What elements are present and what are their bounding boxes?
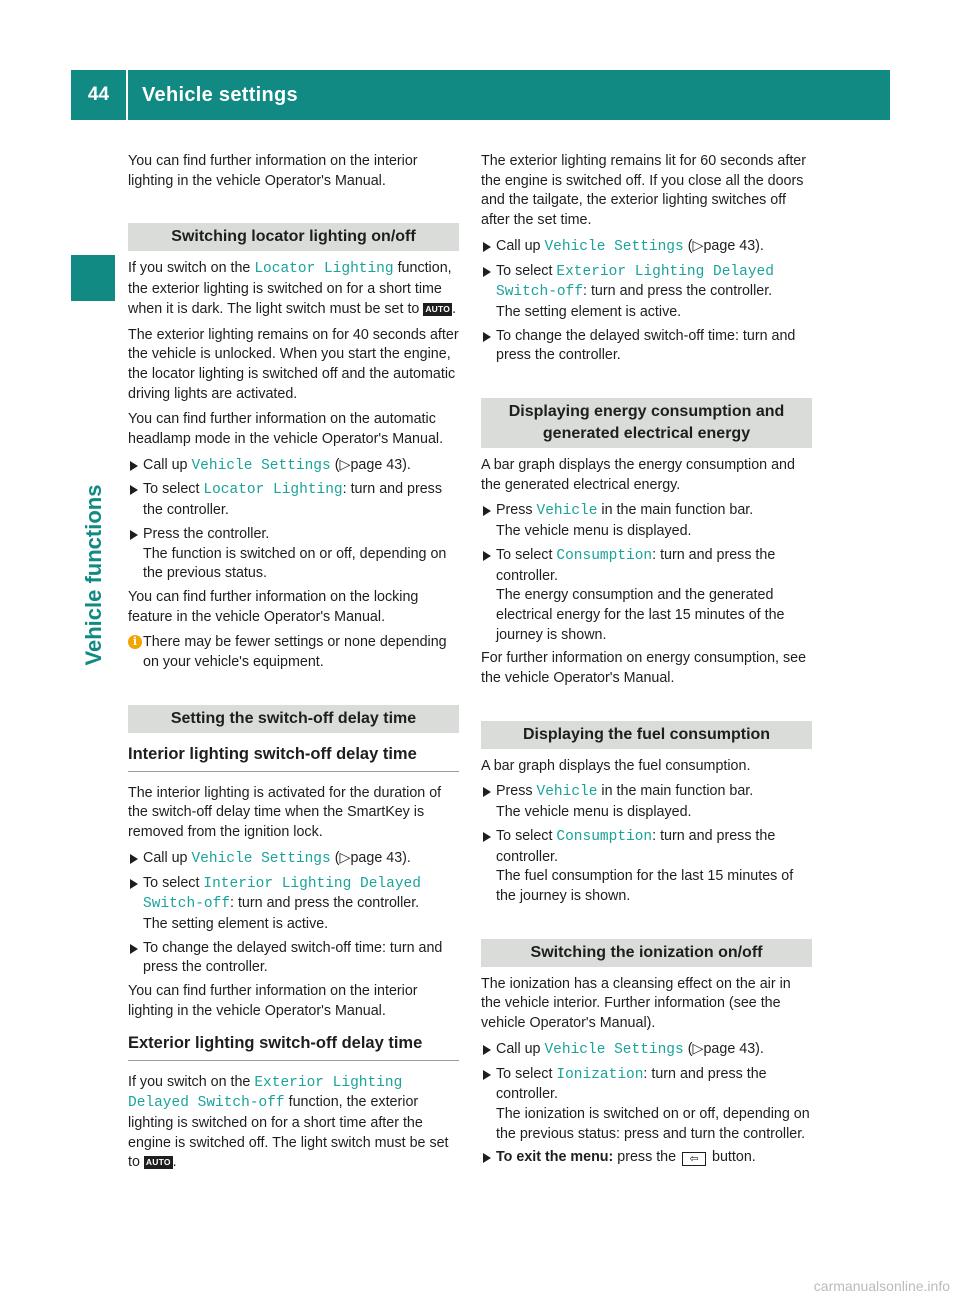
menu-item-consumption: Consumption [556, 828, 653, 845]
menu-item-delayed-switch-off: Delayed Switch-off [128, 1095, 285, 1112]
section-heading-fuel: Displaying the fuel consumption [481, 721, 812, 749]
menu-item-switch-off: Switch-off [143, 896, 231, 913]
menu-item-exterior-delayed: Exterior Lighting Delayed [556, 263, 774, 280]
menu-item-vehicle-settings: Vehicle Settings [191, 457, 331, 474]
menu-item-locator-lighting: Locator Lighting [203, 482, 343, 499]
menu-item-vehicle-settings: Vehicle Settings [191, 850, 331, 867]
subheading-interior: Interior lighting switch-off delay time [128, 743, 459, 772]
paragraph: You can find further information on the interior lighting in the vehicle Operator's Manual. [128, 983, 418, 1019]
menu-item-consumption: Consumption [556, 547, 653, 564]
auto-key-icon: AUTO [145, 1157, 171, 1168]
menu-item-ionization: Ionization [556, 1066, 644, 1083]
menu-item-interior-delayed: Interior Lighting Delayed [203, 875, 421, 892]
page-ref-icon: (▷ [334, 456, 351, 473]
page-ref-icon: (▷ [687, 1040, 704, 1057]
paragraph: For further information on energy consumption, see the vehicle Operator's Manual. [481, 650, 807, 687]
info-note: i There may be fewer settings or none depending on your vehicle's equipment. [128, 633, 459, 672]
menu-item-vehicle: Vehicle [536, 784, 598, 801]
step-item: To change the delayed switch-off time: turn and press the controller. [481, 327, 812, 366]
section-heading-locator: Switching locator lighting on/off [128, 223, 459, 251]
step-item: Press Vehicle in the main function bar. The vehicle menu is displayed. [481, 501, 812, 541]
step-item: To select Ionization: turn and press the controller. The ionization is switched on or off, depending on the previous status: press and turn the controller. [481, 1065, 812, 1145]
left-column [128, 152, 459, 1179]
step-item: To select Interior Lighting Delayed Switch-off: turn and press the controller. The setting element is active. [128, 874, 459, 935]
menu-item-vehicle-settings: Vehicle Settings [544, 1041, 684, 1058]
auto-key-icon: AUTO [425, 303, 451, 314]
page-number: 44 [87, 84, 110, 105]
page-ref-icon: (▷ [687, 237, 704, 254]
step-item: Press the controller. The function is switched on or off, depending on the previous status. [128, 525, 459, 584]
watermark: carmanualsonline.info [813, 1278, 950, 1294]
page-title: Vehicle settings [142, 83, 298, 106]
paragraph: The exterior lighting remains on for 40 seconds after the vehicle is unlocked. When you start the engine, the locator lighting is switched off and the automatic driving lights are activated. [128, 326, 459, 402]
step-item: Call up Vehicle Settings (▷page 43). [481, 237, 812, 258]
step-item: To change the delayed switch-off time: turn and press the controller. [128, 939, 459, 978]
step-item: To select Consumption: turn and press the controller. The fuel consumption for the last 15 minutes of the journey is shown. [481, 827, 812, 907]
subheading-exterior: Exterior lighting switch-off delay time [128, 1032, 459, 1061]
menu-item-locator-lighting: Locator Lighting [254, 261, 394, 278]
chapter-label: Vehicle functions [81, 484, 106, 666]
paragraph: If you switch on the Locator Lighting function, the exterior lighting is switched on for a short time when it is dark. The light switch must be set to AUTO . [128, 260, 457, 317]
back-button-icon: ⇦ [682, 1152, 706, 1166]
section-heading-delay: Setting the switch-off delay time [128, 705, 459, 733]
paragraph: The exterior lighting remains lit for 60 seconds after the engine is switched off. If you close all the doors and the tailgate, the exterior lighting switches off after the set time. [481, 153, 807, 229]
paragraph: You can find further information on the automatic headlamp mode in the vehicle Operator's Manual. [128, 411, 444, 448]
paragraph: The ionization has a cleansing effect on the air in the vehicle interior. Further information (see the vehicle Operator's Manual). [481, 975, 791, 1032]
paragraph: A bar graph displays the energy consumption and the generated electrical energy. [481, 457, 795, 493]
paragraph: A bar graph displays the fuel consumption. [481, 757, 751, 774]
paragraph: You can find further information on the locking feature in the vehicle Operator's Manual. [128, 588, 419, 625]
right-column [481, 152, 812, 1172]
step-item: To exit the menu: press the ⇦ button. [481, 1148, 812, 1168]
step-item: Call up Vehicle Settings (▷page 43). [128, 456, 459, 477]
step-item: To select Exterior Lighting Delayed Switch-off: turn and press the controller. The setting element is active. [481, 262, 812, 323]
step-item: To select Consumption: turn and press the controller. The energy consumption and the generated electrical energy for the last 15 minutes of the journey is shown. [481, 546, 812, 646]
header-divider [126, 70, 128, 120]
paragraph: The interior lighting is activated for the duration of the switch-off delay time when the SmartKey is removed from the ignition lock. [128, 784, 442, 841]
paragraph: If you switch on the Exterior Lighting Delayed Switch-off function, the exterior lighting is switched on for a short time after the engine is switched off. The light switch must be set to AUTO . [128, 1073, 449, 1171]
section-heading-energy: Displaying energy consumption and generated electrical energy [481, 398, 812, 448]
menu-item-exterior-lighting: Exterior Lighting [254, 1074, 403, 1091]
page-ref-icon: (▷ [334, 849, 351, 866]
step-item: Call up Vehicle Settings (▷page 43). [481, 1040, 812, 1061]
section-heading-ionization: Switching the ionization on/off [481, 939, 812, 967]
menu-item-switch-off: Switch-off [496, 284, 584, 301]
intro-paragraph: You can find further information on the interior lighting in the vehicle Operator's Manual. [128, 153, 418, 189]
menu-item-vehicle: Vehicle [536, 503, 598, 520]
step-item: Press Vehicle in the main function bar. The vehicle menu is displayed. [481, 782, 812, 822]
step-item: Call up Vehicle Settings (▷page 43). [128, 849, 459, 870]
step-item: To select Locator Lighting: turn and press the controller. [128, 480, 459, 520]
side-tab [71, 255, 115, 301]
page-header [71, 70, 890, 120]
menu-item-vehicle-settings: Vehicle Settings [544, 238, 684, 255]
info-icon: i [128, 635, 142, 649]
